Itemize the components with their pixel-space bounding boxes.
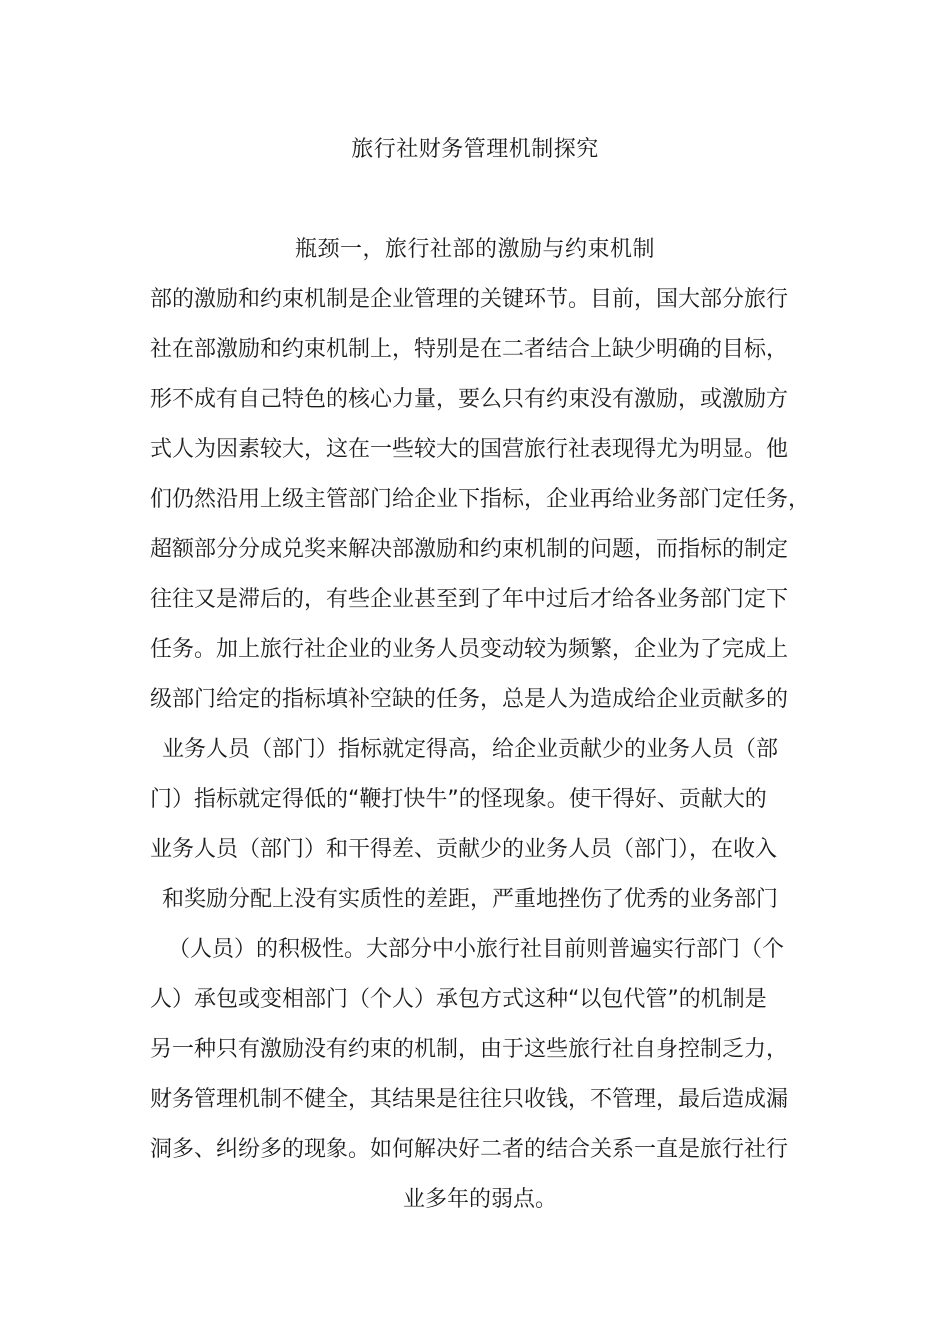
- body-line: 和奖励分配上没有实质性的差距，严重地挫伤了优秀的业务部门: [162, 887, 779, 912]
- body-line: 财务管理机制不健全，其结果是往往只收钱，不管理，最后造成漏: [150, 1087, 789, 1112]
- body-line: 社在部激励和约束机制上，特别是在二者结合上缺少明确的目标，: [150, 337, 789, 362]
- section-heading: 瓶颈一，旅行社部的激励与约束机制: [294, 237, 655, 262]
- body-line: （人员）的积极性。大部分中小旅行社目前则普遍实行部门（个: [168, 937, 785, 962]
- body-line: 超额部分分成兑奖来解决部激励和约束机制的问题，而指标的制定: [150, 537, 789, 562]
- body-line: 任务。加上旅行社企业的业务人员变动较为频繁，企业为了完成上: [150, 637, 789, 662]
- body-line: 们仍然沿用上级主管部门给企业下指标，企业再给业务部门定任务，: [150, 487, 811, 512]
- document-title: 旅行社财务管理机制探究: [351, 137, 599, 162]
- body-line-last: 业多年的弱点。: [402, 1187, 557, 1212]
- body-line: 形不成有自己特色的核心力量，要么只有约束没有激励，或激励方: [150, 387, 789, 412]
- body-line: 部的激励和约束机制是企业管理的关键环节。目前，国大部分旅行: [150, 287, 789, 312]
- body-line: 式人为因素较大，这在一些较大的国营旅行社表现得尤为明显。他: [150, 437, 789, 462]
- body-line: 业务人员（部门）和干得差、贡献少的业务人员（部门），在收入: [150, 837, 778, 862]
- body-line: 门）指标就定得低的“鞭打快牛”的怪现象。使干得好、贡献大的: [150, 787, 767, 812]
- body-line: 业务人员（部门）指标就定得高，给企业贡献少的业务人员（部: [162, 737, 779, 762]
- body-text: [150, 284, 810, 1234]
- body-line: 另一种只有激励没有约束的机制，由于这些旅行社自身控制乏力，: [150, 1037, 789, 1062]
- body-line: 洞多、纠纷多的现象。如何解决好二者的结合关系一直是旅行社行: [150, 1137, 789, 1162]
- body-line: 级部门给定的指标填补空缺的任务，总是人为造成给企业贡献多的: [150, 687, 789, 712]
- body-line: 往往又是滞后的，有些企业甚至到了年中过后才给各业务部门定下: [150, 587, 789, 612]
- body-line: 人）承包或变相部门（个人）承包方式这种“以包代管”的机制是: [150, 987, 767, 1012]
